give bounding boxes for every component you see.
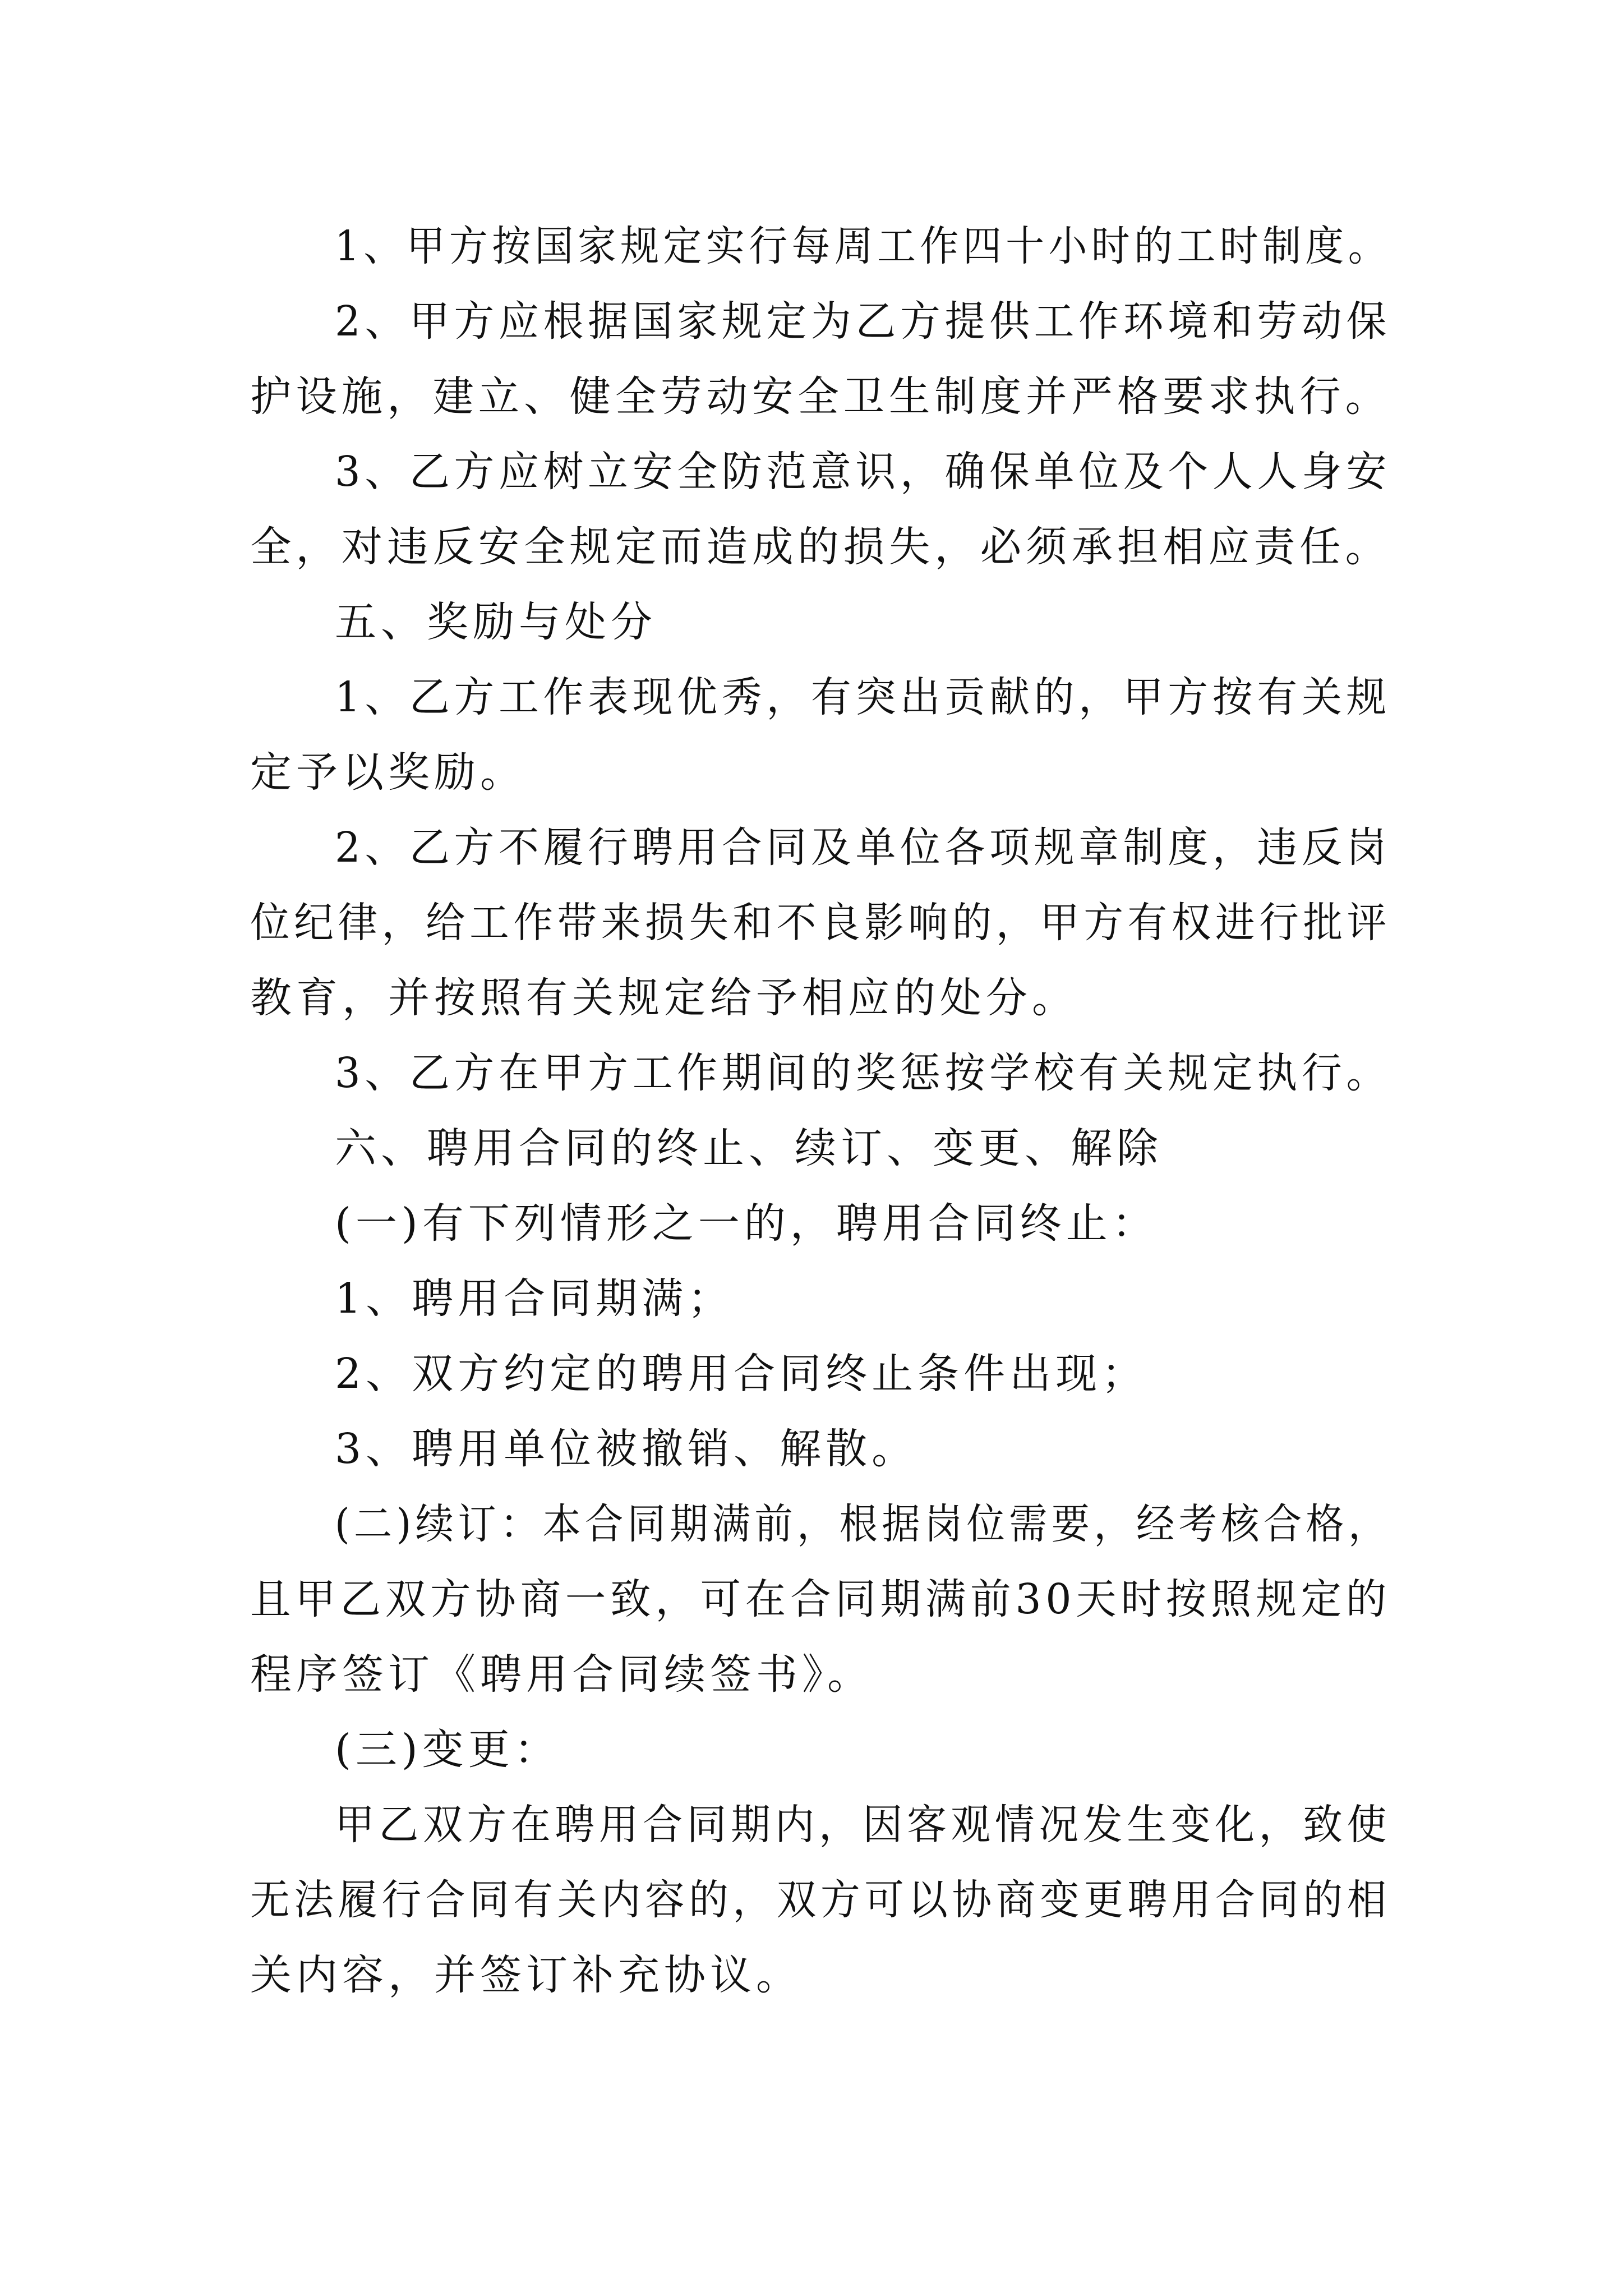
text-line: 全，对违反安全规定而造成的损失，必须承担相应责任。 — [250, 523, 1391, 571]
text-line: 无法履行合同有关内容的，双方可以协商变更聘用合同的相 — [250, 1876, 1391, 1924]
section-heading: 六、聘用合同的终止、续订、变更、解除 — [335, 1124, 1163, 1172]
text-line: (二)续订：本合同期满前，根据岗位需要，经考核合格， — [335, 1500, 1391, 1548]
text-line: 定予以奖励。 — [250, 748, 526, 797]
text-line: 3、乙方在甲方工作期间的奖惩按学校有关规定执行。 — [335, 1049, 1391, 1097]
text-line: 关内容，并签订补充协议。 — [250, 1951, 802, 1999]
text-line: 2、甲方应根据国家规定为乙方提供工作环境和劳动保 — [335, 297, 1391, 346]
text-line: 1、甲方按国家规定实行每周工作四十小时的工时制度。 — [335, 222, 1391, 270]
text-line: (一)有下列情形之一的，聘用合同终止： — [335, 1199, 1158, 1248]
text-line: 2、乙方不履行聘用合同及单位各项规章制度，违反岗 — [335, 823, 1391, 872]
text-line: (三)变更： — [335, 1726, 560, 1774]
text-line: 护设施，建立、健全劳动安全卫生制度并严格要求执行。 — [250, 372, 1391, 421]
text-line: 甲乙双方在聘用合同期内，因客观情况发生变化，致使 — [335, 1801, 1391, 1849]
text-line: 且甲乙双方协商一致，可在合同期满前30天时按照规定的 — [250, 1575, 1391, 1623]
text-line: 1、乙方工作表现优秀，有突出贡献的，甲方按有关规 — [335, 673, 1391, 721]
text-line: 位纪律，给工作带来损失和不良影响的，甲方有权进行批评 — [250, 899, 1391, 947]
text-line: 程序签订《聘用合同续签书》。 — [250, 1650, 873, 1699]
text-line: 3、聘用单位被撤销、解散。 — [335, 1425, 918, 1473]
section-heading: 五、奖励与处分 — [335, 598, 657, 646]
text-line: 1、聘用合同期满； — [335, 1274, 734, 1323]
text-line: 2、双方约定的聘用合同终止条件出现； — [335, 1350, 1148, 1398]
text-line: 3、乙方应树立安全防范意识，确保单位及个人人身安 — [335, 448, 1391, 496]
text-line: 教育，并按照有关规定给予相应的处分。 — [250, 974, 1078, 1022]
